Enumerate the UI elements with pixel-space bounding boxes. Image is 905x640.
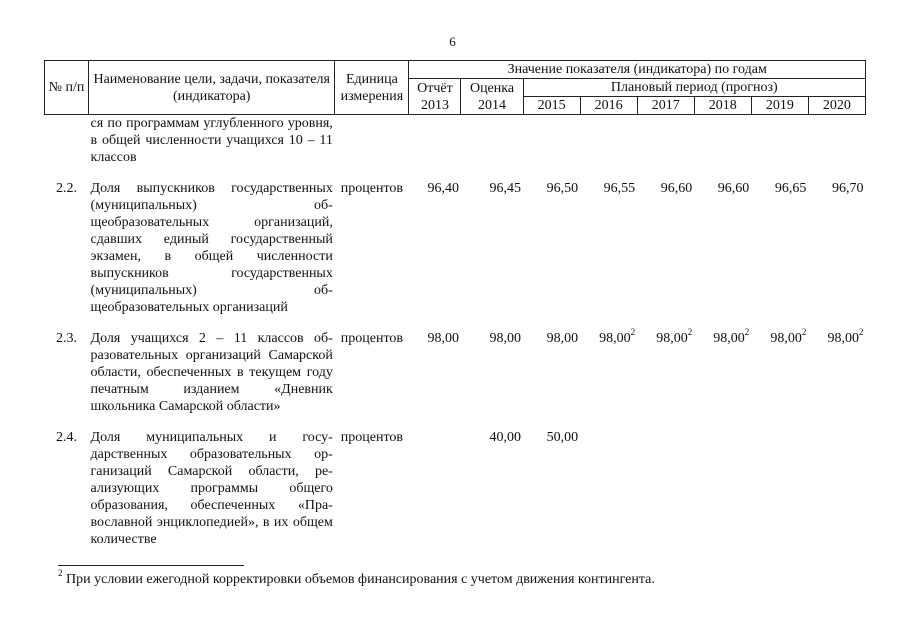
table-header — [45, 61, 866, 115]
row-value — [694, 327, 751, 415]
row-name: Доля учащихся 2 – 11 классов образовательных организаций Самарской области, обеспеченных в текущем году печатным изданием «Дневник школьника Самарской области» — [90, 331, 333, 414]
value-text: 98,00 — [427, 331, 459, 346]
row-unit: процентов — [340, 331, 403, 346]
row-number — [45, 115, 89, 167]
value-text: 98,00 — [770, 331, 802, 346]
value-text: 98,00 — [827, 331, 859, 346]
row-value — [461, 330, 523, 415]
row-value — [461, 429, 523, 548]
row-value — [694, 429, 751, 548]
row-name: Доля муниципальных и государственных образовательных организаций Самарской области, реализующих программы общего образования, обеспеченных «Православной энциклопедией», в их общем количестве — [90, 430, 333, 547]
header-name: Наименование цели, задачи, показателя (индикатора) — [89, 61, 335, 115]
value-text: 98,00 — [599, 331, 631, 346]
value-text: 50,00 — [546, 430, 579, 445]
row-value — [409, 115, 461, 167]
header-year: 2018 — [694, 97, 751, 115]
value-text: 96,55 — [603, 181, 636, 196]
value-text: 96,60 — [660, 181, 693, 196]
header-year: 2017 — [637, 97, 694, 115]
footnote-ref: 2 — [687, 327, 693, 338]
value-text: 98,00 — [546, 331, 579, 346]
value-text: 96,65 — [774, 181, 807, 196]
row-value — [637, 115, 694, 167]
row-name: Доля выпускников государственных (муниципальных) общеобразовательных организаций, сдавших единый государственный экзамен, в общей численности выпускников государственных (муниципальных) общеобразовательных организаций — [90, 181, 333, 315]
page-number: 6 — [449, 34, 456, 49]
value-text: 96,45 — [489, 181, 522, 196]
row-value — [751, 429, 808, 548]
row-value — [461, 180, 523, 316]
row-number: 2.2. — [56, 181, 78, 196]
table-row — [45, 115, 866, 167]
footnote-ref: 2 — [801, 327, 807, 338]
footnote-mark: 2 — [58, 568, 63, 579]
row-value — [751, 327, 808, 415]
header-report: Отчёт 2013 — [409, 79, 461, 115]
row-number: 2.4. — [56, 430, 78, 445]
header-estimate: Оценка 2014 — [461, 79, 523, 115]
footnote-separator — [58, 565, 244, 566]
row-value — [409, 330, 461, 415]
row-value — [580, 180, 637, 316]
header-year: 2020 — [808, 97, 865, 115]
row-value — [808, 327, 865, 415]
table-row — [45, 180, 866, 316]
row-value — [751, 180, 808, 316]
row-unit — [335, 115, 409, 167]
header-year: 2016 — [580, 97, 637, 115]
row-value — [409, 429, 461, 548]
value-text: 98,00 — [656, 331, 688, 346]
row-name: ся по программам углубленного уровня, в общей численности учащихся 10 – 11 классов — [90, 116, 333, 165]
header-year: 2019 — [751, 97, 808, 115]
row-value — [523, 330, 580, 415]
row-value — [637, 180, 694, 316]
row-unit: процентов — [340, 430, 403, 445]
row-spacer — [45, 166, 866, 180]
row-value — [580, 327, 637, 415]
row-value — [580, 115, 637, 167]
table-row — [45, 330, 866, 415]
row-value — [409, 180, 461, 316]
value-text: 96,60 — [717, 181, 750, 196]
row-value — [808, 429, 865, 548]
footnote-ref: 2 — [859, 327, 864, 338]
row-value — [751, 115, 808, 167]
table-body — [45, 115, 866, 549]
header-num: № п/п — [45, 61, 89, 115]
row-value — [523, 429, 580, 548]
header-plan: Плановый период (прогноз) — [523, 79, 865, 97]
row-spacer — [45, 316, 866, 330]
footnote-ref: 2 — [744, 327, 750, 338]
row-value — [523, 115, 580, 167]
header-values-group: Значение показателя (индикатора) по годам — [409, 61, 866, 79]
row-value — [637, 429, 694, 548]
row-value — [637, 327, 694, 415]
footnote — [58, 568, 655, 588]
table-row — [45, 429, 866, 548]
indicator-table — [44, 60, 866, 548]
header-unit: Единица измерения — [335, 61, 409, 115]
row-unit: процентов — [340, 181, 403, 196]
row-value — [461, 115, 523, 167]
footnote-text: При условии ежегодной корректировки объемов финансирования с учетом движения контингента. — [62, 572, 655, 587]
value-text: 40,00 — [489, 430, 522, 445]
row-value — [580, 429, 637, 548]
value-text: 96,70 — [832, 181, 864, 196]
row-value — [694, 180, 751, 316]
header-year: 2015 — [523, 97, 580, 115]
row-value — [523, 180, 580, 316]
row-number: 2.3. — [56, 331, 78, 346]
row-value — [808, 115, 865, 167]
row-value — [694, 115, 751, 167]
value-text: 98,00 — [713, 331, 745, 346]
footnote-ref: 2 — [630, 327, 636, 338]
value-text: 98,00 — [489, 331, 522, 346]
value-text: 96,40 — [427, 181, 459, 196]
value-text: 96,50 — [546, 181, 579, 196]
row-spacer — [45, 415, 866, 429]
row-value — [808, 180, 865, 316]
